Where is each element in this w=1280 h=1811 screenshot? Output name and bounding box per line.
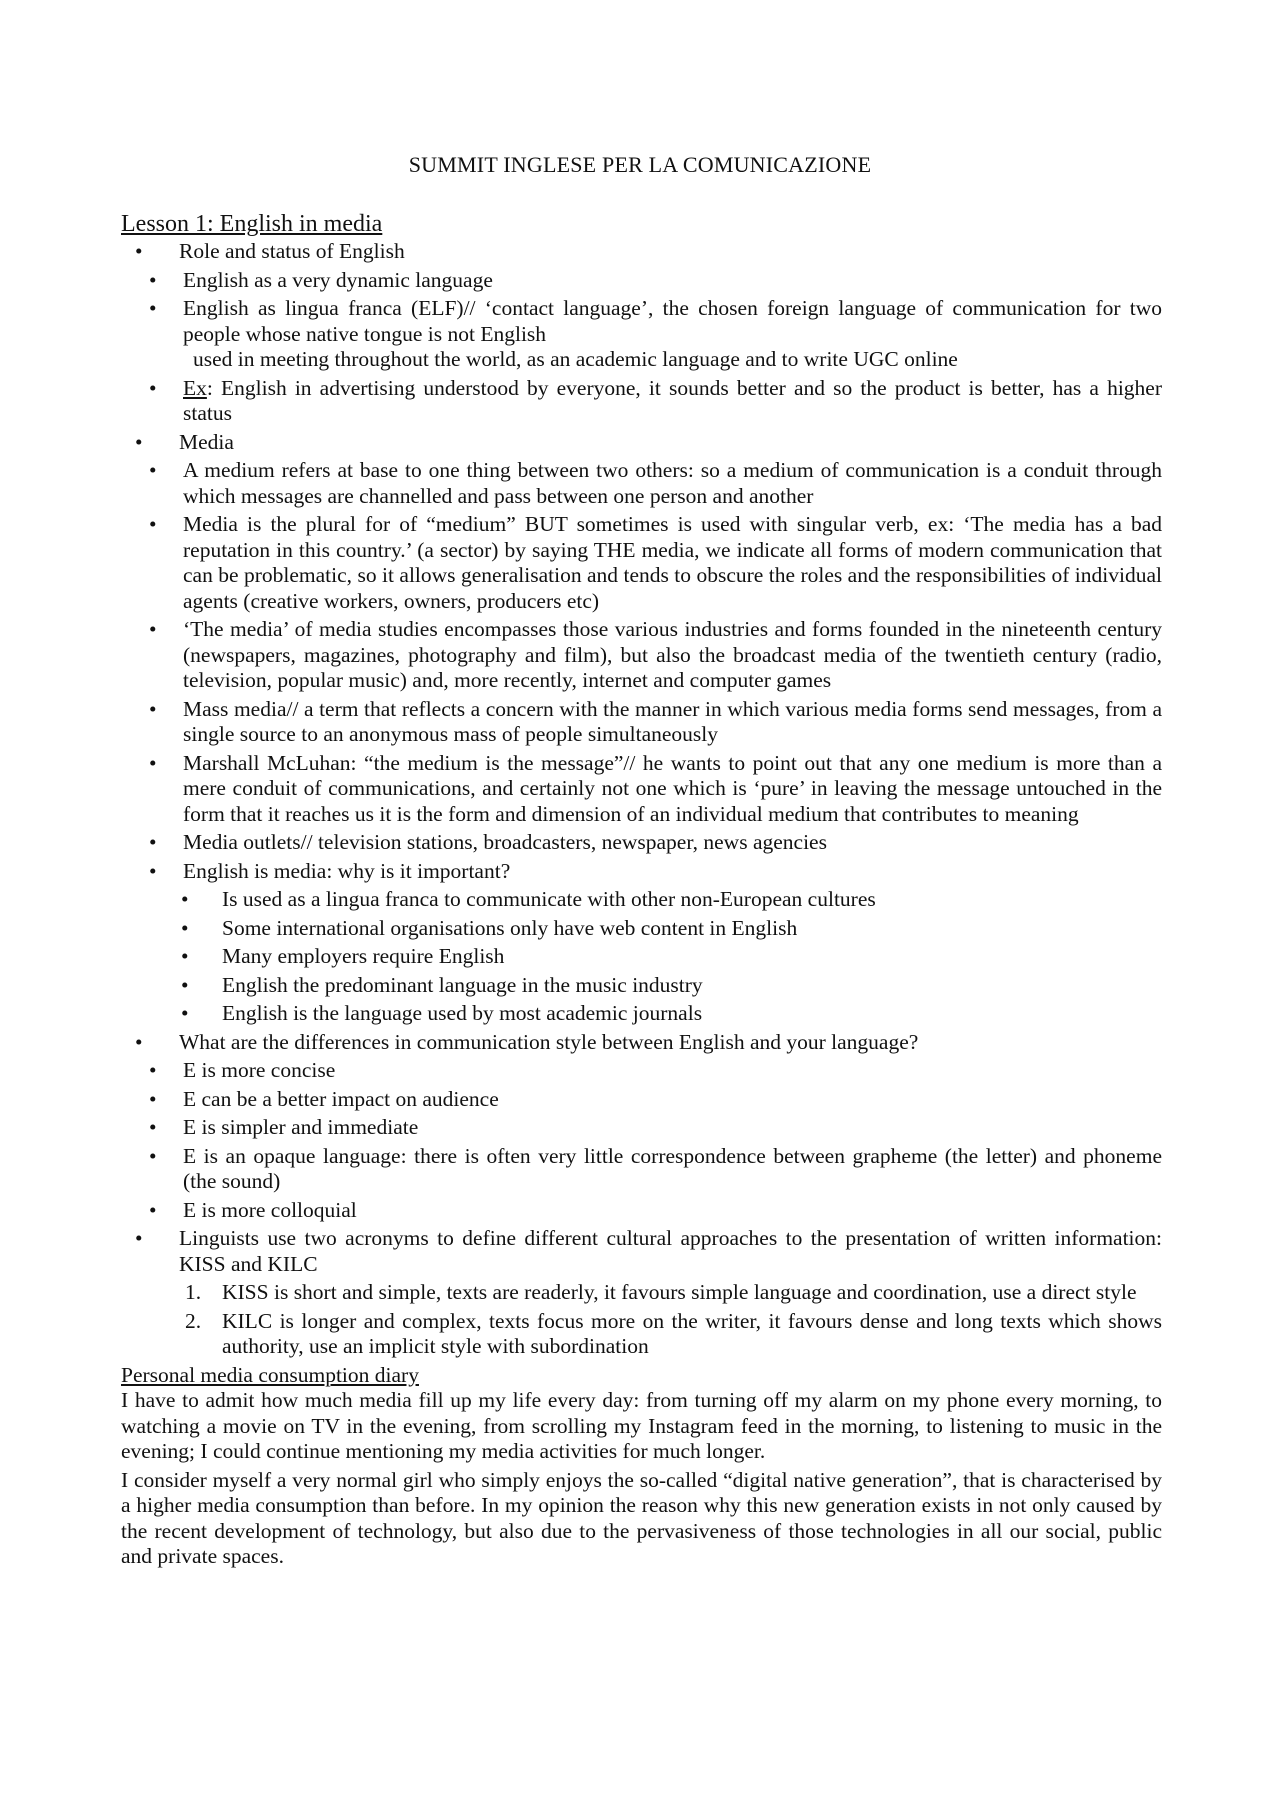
bullet-icon: • bbox=[149, 830, 157, 854]
list-item: • Mass media// a term that reflects a concern with the manner in which various media forms send messages, from a single source to an anonymous mass of people simultaneously bbox=[149, 696, 1162, 746]
list-item: • Ex: English in advertising understood by everyone, it sounds better and so the product is better, has a higher status bbox=[149, 375, 1162, 425]
bullet-icon: • bbox=[149, 617, 157, 641]
list-item: • Marshall McLuhan: “the medium is the message”// he wants to point out that any one medium is more than a mere conduit of communications, and certainly not one which is ‘pure’ in leaving the message untouched in the form that it reaches us it is the form and dimension of an individual medium that contributes to meaning bbox=[149, 750, 1162, 826]
list-item: • Role and status of English bbox=[135, 239, 405, 263]
bullet-icon: • bbox=[181, 915, 189, 940]
diary-heading: Personal media consumption diary bbox=[121, 1362, 419, 1387]
list-item: • Linguists use two acronyms to define different cultural approaches to the presentation of written information: KISS and KILC bbox=[135, 1226, 1162, 1276]
numbered-item: 2. KILC is longer and complex, texts focus more on the writer, it favours dense and long texts which shows authority, use an implicit style with subordination bbox=[185, 1308, 1162, 1358]
bullet-icon: • bbox=[149, 296, 157, 320]
list-item: • What are the differences in communication style between English and your language? bbox=[135, 1029, 919, 1054]
page-title: SUMMIT INGLESE PER LA COMUNICAZIONE bbox=[408, 152, 872, 177]
bullet-icon: • bbox=[135, 429, 143, 454]
bullet-icon: • bbox=[149, 858, 157, 883]
list-item: • ‘The media’ of media studies encompasses those various industries and forms founded in the nineteenth century (newspapers, magazines, photography and film), but also the broadcast media of the twentieth century (radio, television, popular music) and, more recently, internet and computer games bbox=[149, 617, 1162, 692]
list-item: • English is media: why is it important? bbox=[149, 858, 511, 883]
document-body bbox=[121, 210, 1162, 1573]
list-item: • E is more concise bbox=[149, 1058, 336, 1082]
number-marker: 1. bbox=[185, 1280, 202, 1304]
sub-list-item: • English is the language used by most academic journals bbox=[181, 1001, 703, 1025]
bullet-icon: • bbox=[149, 1197, 157, 1222]
bullet-icon: • bbox=[181, 972, 189, 997]
number-marker: 2. bbox=[185, 1308, 202, 1333]
bullet-icon: • bbox=[149, 750, 157, 775]
list-item: • Media bbox=[135, 429, 234, 454]
sub-list-item: • Is used as a lingua franca to communicate with other non-European cultures bbox=[181, 887, 876, 911]
sub-list-item: • English the predominant language in the music industry bbox=[181, 972, 703, 997]
sub-list-item: • Some international organisations only have web content in English bbox=[181, 915, 798, 940]
numbered-item: 1. KISS is short and simple, texts are readerly, it favours simple language and coordination, use a direct style bbox=[185, 1280, 1137, 1304]
sub-list-item: • Many employers require English bbox=[181, 944, 505, 968]
list-item: • English as lingua franca (ELF)// ‘contact language’, the chosen foreign language of communication for two people whose native tongue is not English used in meeting throughout the world, as an academic language and to write UGC online bbox=[149, 296, 1162, 371]
bullet-icon: • bbox=[149, 1143, 157, 1168]
bullet-icon: • bbox=[149, 512, 157, 536]
list-item: • Media outlets// television stations, broadcasters, newspaper, news agencies bbox=[149, 830, 827, 854]
list-item: • E is more colloquial bbox=[149, 1197, 357, 1222]
bullet-icon: • bbox=[181, 944, 189, 968]
bullet-icon: • bbox=[149, 267, 157, 292]
list-item: • E is an opaque language: there is often very little correspondence between grapheme (the letter) and phoneme (the sound) bbox=[149, 1143, 1162, 1193]
bullet-icon: • bbox=[135, 1029, 143, 1054]
bullet-icon: • bbox=[181, 1001, 189, 1025]
bullet-icon: • bbox=[149, 696, 157, 721]
lesson-bullet-list bbox=[121, 239, 1162, 1360]
list-item: • English as a very dynamic language bbox=[149, 267, 493, 292]
bullet-icon: • bbox=[149, 1058, 157, 1082]
bullet-icon: • bbox=[149, 1086, 157, 1111]
bullet-icon: • bbox=[135, 1226, 143, 1250]
bullet-icon: • bbox=[149, 375, 157, 400]
bullet-icon: • bbox=[181, 887, 189, 911]
lesson-heading: Lesson 1: English in media bbox=[121, 211, 383, 237]
list-item: • E can be a better impact on audience bbox=[149, 1086, 499, 1111]
bullet-icon: • bbox=[149, 458, 157, 482]
diary-paragraph: I consider myself a very normal girl who simply enjoys the so-called “digital native generation”, that is characterised by a higher media consumption than before. In my opinion the reason why this new generation exists in not only caused by the recent development of technology, but also due to the pervasiveness of those technologies in all our social, public and private spaces. bbox=[121, 1467, 1162, 1568]
bullet-icon: • bbox=[135, 239, 143, 263]
list-item: • E is simpler and immediate bbox=[149, 1115, 419, 1139]
bullet-icon: • bbox=[149, 1115, 157, 1139]
diary-paragraph: I have to admit how much media fill up my life every day: from turning off my alarm on my phone every morning, to watching a movie on TV in the evening, from scrolling my Instagram feed in the morning, to listening to music in the evening; I could continue mentioning my media activities for much longer. bbox=[121, 1388, 1162, 1463]
list-item: • A medium refers at base to one thing between two others: so a medium of communication is a conduit through which messages are channelled and pass between one person and another bbox=[149, 458, 1162, 508]
list-item: • Media is the plural for of “medium” BUT sometimes is used with singular verb, ex: ‘The media has a bad reputation in this country.’ (a sector) by saying THE media, we indicate all forms of modern communication that can be problematic, so it allows generalisation and tends to obscure the roles and the responsibilities of individual agents (creative workers, owners, producers etc) bbox=[149, 512, 1162, 613]
